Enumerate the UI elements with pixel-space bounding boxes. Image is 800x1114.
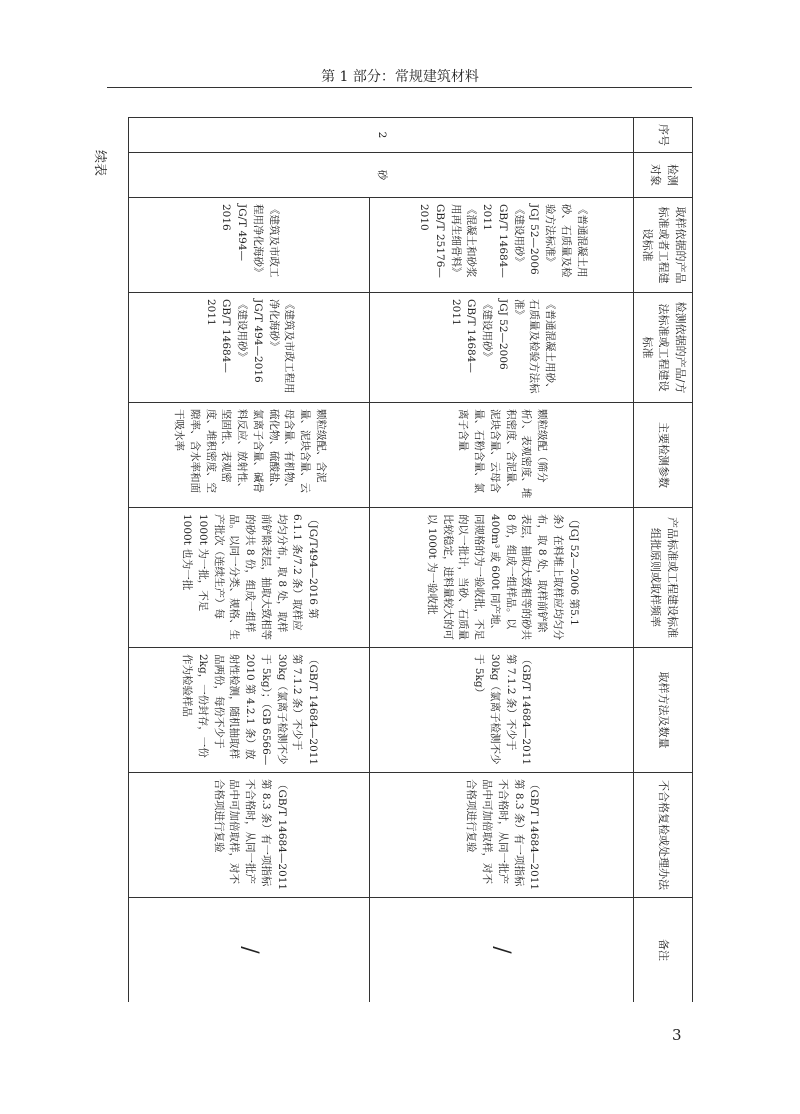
table-header-row <box>634 118 693 1003</box>
serial-cell: 2 <box>129 118 635 153</box>
page-header: 第 1 部分：常规建筑材料 <box>321 69 479 85</box>
header-divider <box>107 87 692 88</box>
test-basis-cell <box>129 293 370 403</box>
basis-line: 《建设用砂》 <box>236 299 249 362</box>
batch-rule-cell: （JGJ 52—2006 第5.1条）在料堆上取样应均匀分布，取 8 处，取样前铲除表层，抽取大致相等的砂共 8 份，组成一组样品。以 400m³ 或 600t 同产地、同规格的为一验收批，不足的以一批计，当砂、石质量比较稳定，进料量较大的可以 1000t 为一验收批 <box>370 508 634 648</box>
sampling-method-cell: （GB/T 14684—2011 第 7.1.2 条）不少于 30kg（氯离子检测不少于 5kg） <box>370 648 634 773</box>
object-cell: 砂 <box>129 153 635 198</box>
basis-line: GB/T 14684—2011 <box>481 204 509 278</box>
remark-cell: / <box>129 898 370 1003</box>
basis-line: JGJ 52—2006 <box>496 299 509 370</box>
table-row <box>129 118 370 1003</box>
col-header-test-basis: 检测依据的产品/方法标准或工程建设标准 <box>634 293 693 403</box>
table-row <box>370 118 634 1003</box>
sampling-method-cell: （GB/T 14684—2011 第 7.1.2 条）不少于 30kg（氯离子检测不少于 5kg）；（GB 6566—2010 第 4.2.1 条）放射性检测，随机抽取样品两份，每份不少于 2kg，一份封存，一份作为检验样品 <box>129 648 370 773</box>
basis-line: GB/T 14684—2011 <box>204 299 233 373</box>
parameters-cell: 颗粒级配、含泥量、泥块含量、云母含量、有机物、硫化物、硫酸盐、氯离子含量、碱骨料反应、放射性、坚固性、表观密度、堆积密度、空隙率、含水率和面干吸水率 <box>129 403 370 508</box>
standards-table <box>128 117 693 1002</box>
basis-line: GB/T 14684—2011 <box>449 299 478 373</box>
remark-cell: / <box>370 898 634 1003</box>
retest-cell: （GB/T 14684—2011 第 8.3 条）有一项指标不合格时，从同一批产品中可加倍取样，对不合格项进行复验 <box>370 773 634 898</box>
page-number: 3 <box>672 1026 682 1044</box>
basis-line: 《普通混凝土用砂、石质量及检验方法标准》 <box>544 204 588 278</box>
basis-line: JGJ 52—2006 <box>528 204 541 275</box>
basis-line: 《建筑及市政工程用净化海砂》 <box>267 299 296 394</box>
basis-line: 《建筑及市政工程用净化海砂》 <box>251 204 280 278</box>
col-header-parameters: 主要检测参数 <box>634 403 693 508</box>
col-header-serial: 序号 <box>634 118 693 153</box>
col-header-retest: 不合格复检或处理办法 <box>634 773 693 898</box>
col-header-sampling-method: 取样方法及数量 <box>634 648 693 773</box>
basis-line: 《建设用砂》 <box>481 299 494 362</box>
sampling-basis-cell <box>129 198 370 293</box>
retest-cell: （GB/T 14684—2011 第 8.3 条）有一项指标不合格时，从同一批产品中可加倍取样，对不合格项进行复验 <box>129 773 370 898</box>
rotated-table-container <box>128 117 693 1002</box>
standards-table-frame <box>128 117 693 1002</box>
continued-label: 续表 <box>92 150 107 177</box>
parameters-cell: 颗粒级配（筛分析）、表观密度、堆积密度、含泥量、泥块含量、云母含量、石粉含量、氯离子含量 <box>370 403 634 508</box>
batch-rule-cell: （JG/T494—2016 第 6.1.1 条/7.2 条）取样应均匀分布，取 8 处，取样前铲除表层，抽取大致相等的砂共 8 份，组成一组样品。以同一分类、规格、生产批次（连续生产）每 1000t 为一批，不足 1000t 也为一批 <box>129 508 370 648</box>
basis-line: JG/T 494—2016 <box>220 204 249 262</box>
col-header-batch-rule: 产品标准或工程建设标准组批原则或取样频率 <box>634 508 693 648</box>
basis-line: GB/T 25176—2010 <box>418 204 446 278</box>
basis-line: 《建设用砂》 <box>512 204 525 267</box>
basis-line: 《普通混凝土用砂、石质量及检验方法标准》 <box>512 299 557 394</box>
col-header-object: 检测对象 <box>634 153 693 198</box>
col-header-sampling-basis: 取样依据的产品标准或者工程建设标准 <box>634 198 693 293</box>
basis-line: 《混凝土和砂浆用再生细骨料》 <box>449 204 478 278</box>
test-basis-cell <box>370 293 634 403</box>
col-header-remark: 备注 <box>634 898 693 1003</box>
sampling-basis-cell <box>370 198 634 293</box>
basis-line: JG/T 494—2016 <box>251 299 264 383</box>
